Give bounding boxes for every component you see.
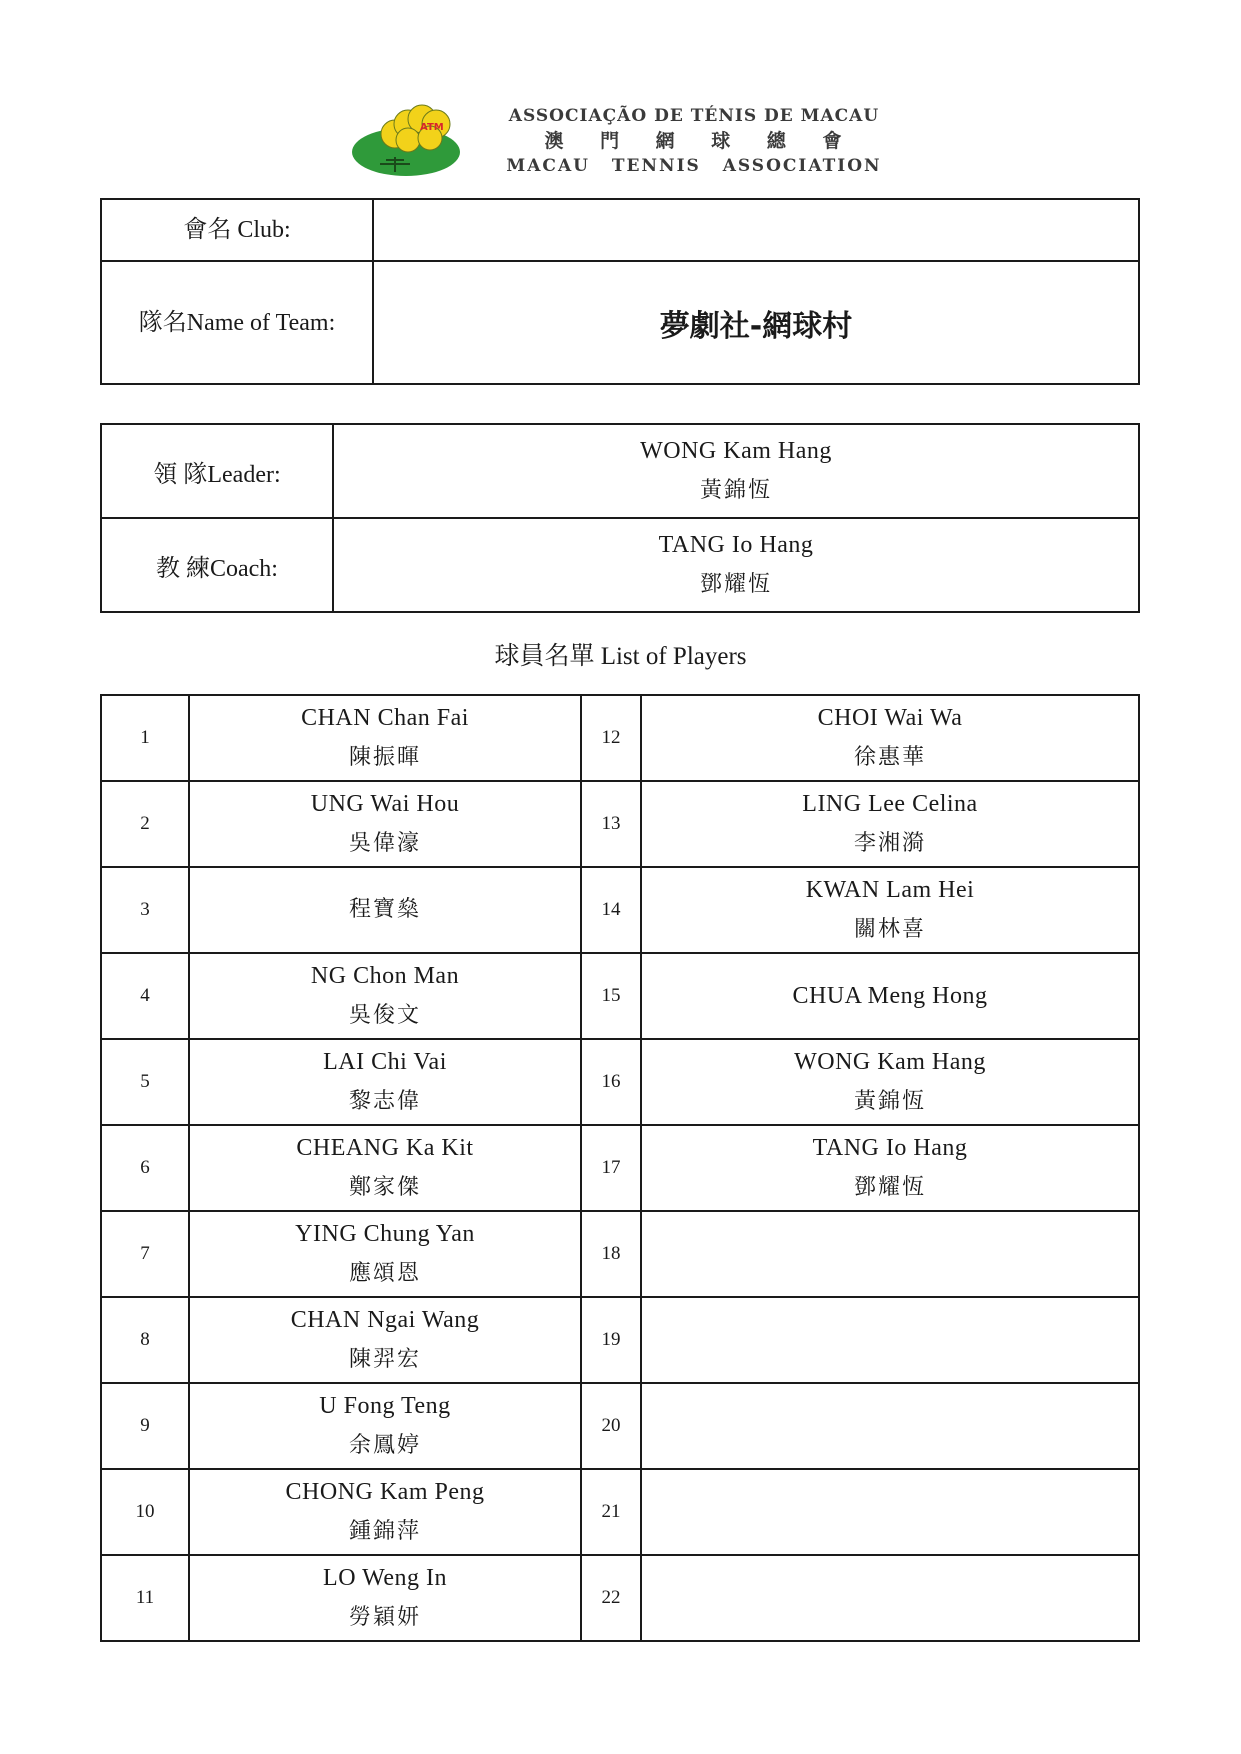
player-number: 8 bbox=[101, 1297, 189, 1383]
table-row bbox=[101, 781, 1139, 867]
player-name bbox=[641, 781, 1139, 867]
player-number: 14 bbox=[581, 867, 641, 953]
player-number: 2 bbox=[101, 781, 189, 867]
players-title: 球員名單 List of Players bbox=[494, 643, 747, 670]
table-row bbox=[101, 1211, 1139, 1297]
player-name bbox=[189, 953, 581, 1039]
player-number: 6 bbox=[101, 1125, 189, 1211]
player-number: 16 bbox=[581, 1039, 641, 1125]
player-name bbox=[641, 953, 1139, 1039]
player-name bbox=[641, 1469, 1139, 1555]
club-table bbox=[100, 198, 1140, 385]
player-number: 9 bbox=[101, 1383, 189, 1469]
org-name bbox=[504, 104, 884, 178]
player-name bbox=[641, 695, 1139, 781]
table-row bbox=[101, 695, 1139, 781]
club-label: 會名 Club: bbox=[101, 199, 373, 261]
leader-label: 領 隊Leader: bbox=[101, 424, 333, 518]
coach-name-en: TANG Io Hang bbox=[658, 532, 814, 558]
player-name bbox=[189, 781, 581, 867]
player-number: 13 bbox=[581, 781, 641, 867]
player-number: 3 bbox=[101, 867, 189, 953]
players-body bbox=[101, 695, 1139, 1641]
player-name bbox=[189, 1383, 581, 1469]
player-name-en: LING Lee Celina bbox=[802, 791, 978, 817]
player-name bbox=[641, 1039, 1139, 1125]
leader-name-en: WONG Kam Hang bbox=[640, 438, 832, 464]
club-row bbox=[101, 199, 1139, 261]
player-name-en: WONG Kam Hang bbox=[794, 1049, 986, 1075]
coach-row bbox=[101, 518, 1139, 612]
player-name-zh: 余鳳婷 bbox=[348, 1433, 421, 1458]
leader-value bbox=[333, 424, 1139, 518]
team-row bbox=[101, 261, 1139, 384]
player-number: 11 bbox=[101, 1555, 189, 1641]
player-name bbox=[189, 695, 581, 781]
player-number: 15 bbox=[581, 953, 641, 1039]
player-name bbox=[189, 1469, 581, 1555]
coach-name-zh: 鄧耀恆 bbox=[699, 572, 772, 597]
table-row bbox=[101, 1469, 1139, 1555]
player-name-zh: 黃錦恆 bbox=[853, 1089, 926, 1114]
player-name bbox=[189, 1555, 581, 1641]
tennis-balls-logo-icon bbox=[350, 102, 476, 178]
player-name-zh: 應頌恩 bbox=[348, 1261, 421, 1286]
player-name-zh: 勞穎妍 bbox=[348, 1605, 421, 1630]
player-name-zh: 陳振暉 bbox=[348, 745, 421, 770]
player-name-en: TANG Io Hang bbox=[812, 1135, 968, 1161]
table-row bbox=[101, 867, 1139, 953]
player-number: 5 bbox=[101, 1039, 189, 1125]
player-name bbox=[641, 867, 1139, 953]
player-name bbox=[189, 867, 581, 953]
player-name-en: CHONG Kam Peng bbox=[285, 1479, 485, 1505]
player-name-en: LAI Chi Vai bbox=[323, 1049, 447, 1075]
player-name bbox=[189, 1039, 581, 1125]
player-number: 1 bbox=[101, 695, 189, 781]
org-name-en: MACAU TENNIS ASSOCIATION bbox=[506, 156, 882, 176]
player-name-zh: 陳羿宏 bbox=[348, 1347, 421, 1372]
org-name-pt: ASSOCIAÇÃO DE TÉNIS DE MACAU bbox=[508, 106, 880, 126]
table-row bbox=[101, 953, 1139, 1039]
svg-text:ATM: ATM bbox=[420, 122, 444, 133]
team-value: 夢劇社-網球村 bbox=[373, 261, 1139, 384]
player-name-en: CHAN Chan Fai bbox=[301, 705, 469, 731]
player-name-en: CHEANG Ka Kit bbox=[296, 1135, 474, 1161]
leader-row bbox=[101, 424, 1139, 518]
table-row bbox=[101, 1383, 1139, 1469]
staff-table bbox=[100, 423, 1140, 613]
player-name bbox=[641, 1125, 1139, 1211]
player-name-zh: 吳俊文 bbox=[348, 1003, 421, 1028]
player-name-en: CHUA Meng Hong bbox=[792, 983, 988, 1009]
table-row bbox=[101, 1297, 1139, 1383]
player-name bbox=[641, 1297, 1139, 1383]
coach-value bbox=[333, 518, 1139, 612]
player-name-en: LO Weng In bbox=[323, 1565, 447, 1591]
player-name-en: UNG Wai Hou bbox=[310, 791, 460, 817]
player-number: 21 bbox=[581, 1469, 641, 1555]
player-name-zh: 鍾錦萍 bbox=[348, 1519, 421, 1544]
player-name-en: YING Chung Yan bbox=[295, 1221, 475, 1247]
player-name-zh: 關林喜 bbox=[853, 917, 926, 942]
player-name-en: NG Chon Man bbox=[310, 963, 460, 989]
player-name-zh: 李湘漪 bbox=[853, 831, 926, 856]
table-row bbox=[101, 1555, 1139, 1641]
player-name bbox=[189, 1211, 581, 1297]
table-row bbox=[101, 1039, 1139, 1125]
player-name-zh: 吳偉濠 bbox=[348, 831, 421, 856]
player-number: 20 bbox=[581, 1383, 641, 1469]
player-name-en: CHAN Ngai Wang bbox=[290, 1307, 480, 1333]
player-number: 22 bbox=[581, 1555, 641, 1641]
leader-name-zh: 黃錦恆 bbox=[699, 478, 772, 503]
player-number: 18 bbox=[581, 1211, 641, 1297]
player-number: 19 bbox=[581, 1297, 641, 1383]
player-name-en: CHOI Wai Wa bbox=[817, 705, 963, 731]
player-name-zh: 徐惠華 bbox=[853, 745, 926, 770]
team-label: 隊名Name of Team: bbox=[101, 261, 373, 384]
coach-label: 教 練Coach: bbox=[101, 518, 333, 612]
player-name-en: KWAN Lam Hei bbox=[805, 877, 975, 903]
player-name bbox=[641, 1211, 1139, 1297]
org-name-zh: 澳 門 網 球 總 會 bbox=[544, 130, 844, 152]
player-number: 12 bbox=[581, 695, 641, 781]
player-name bbox=[189, 1125, 581, 1211]
player-name-zh: 鄧耀恆 bbox=[853, 1175, 926, 1200]
player-number: 17 bbox=[581, 1125, 641, 1211]
player-number: 10 bbox=[101, 1469, 189, 1555]
club-value bbox=[373, 199, 1139, 261]
player-name bbox=[641, 1555, 1139, 1641]
document-header bbox=[350, 100, 890, 180]
table-row bbox=[101, 1125, 1139, 1211]
player-name-zh: 黎志偉 bbox=[348, 1089, 421, 1114]
player-name-zh: 鄭家傑 bbox=[348, 1175, 421, 1200]
players-table bbox=[100, 694, 1140, 1642]
player-number: 4 bbox=[101, 953, 189, 1039]
player-name-en: U Fong Teng bbox=[319, 1393, 451, 1419]
player-name bbox=[189, 1297, 581, 1383]
player-number: 7 bbox=[101, 1211, 189, 1297]
player-name-zh: 程寶燊 bbox=[348, 897, 421, 922]
player-name bbox=[641, 1383, 1139, 1469]
